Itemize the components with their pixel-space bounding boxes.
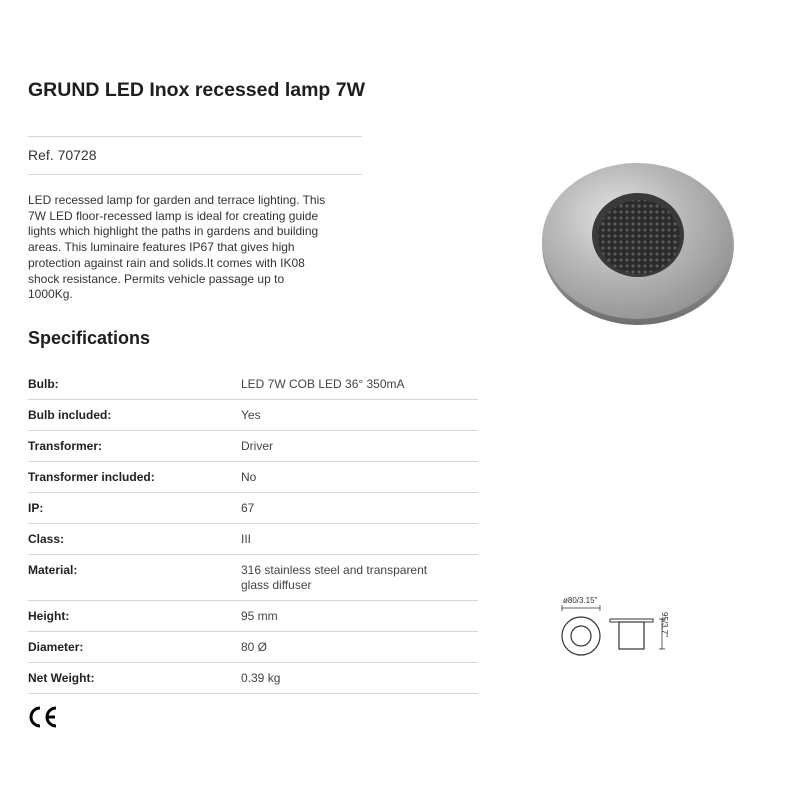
spec-label: Bulb included:	[28, 400, 241, 431]
spec-row-transformer	[28, 431, 478, 462]
specifications-table	[28, 369, 478, 694]
spec-label: Transformer:	[28, 431, 241, 462]
height-dimension-label: 95/3.7"	[660, 612, 669, 638]
product-title: GRUND LED Inox recessed lamp 7W	[28, 79, 366, 101]
spec-value: III	[241, 524, 478, 555]
product-description: LED recessed lamp for garden and terrace lighting. This 7W LED floor-recessed lamp is ideal for creating guide lights which highlight the paths in gardens and building areas. This luminaire features IP67 that gives high protection against rain and solids.It comes with IK08 shock resistance. Permits vehicle passage up to 1000Kg.	[28, 193, 326, 302]
spec-label: Height:	[28, 601, 241, 632]
spec-value: No	[241, 462, 478, 493]
spec-value: 95 mm	[241, 601, 478, 632]
spec-label: Diameter:	[28, 632, 241, 663]
reference-divider	[28, 174, 362, 175]
spec-label: Net Weight:	[28, 663, 241, 694]
spec-value: LED 7W COB LED 36° 350mA	[241, 369, 478, 400]
spec-label: Transformer included:	[28, 462, 241, 493]
specifications-heading: Specifications	[28, 328, 151, 348]
spec-label: IP:	[28, 493, 241, 524]
spec-row-class	[28, 524, 478, 555]
spec-value: Yes	[241, 400, 478, 431]
spec-label: Material:	[28, 555, 241, 601]
ce-mark-icon	[26, 704, 60, 730]
spec-row-height	[28, 601, 478, 632]
diameter-dimension-label: ø80/3.15"	[563, 596, 598, 605]
spec-value: 80 Ø	[241, 632, 478, 663]
spec-row-material	[28, 555, 478, 601]
product-photo	[540, 155, 735, 327]
spec-row-net-weight	[28, 663, 478, 694]
spec-label: Class:	[28, 524, 241, 555]
spec-row-bulb	[28, 369, 478, 400]
spec-row-transformer-included	[28, 462, 478, 493]
spec-value: Driver	[241, 431, 478, 462]
spec-row-bulb-included	[28, 400, 478, 431]
spec-value: 0.39 kg	[241, 663, 478, 694]
spec-label: Bulb:	[28, 369, 241, 400]
spec-value: 67	[241, 493, 478, 524]
spec-row-ip	[28, 493, 478, 524]
spec-row-diameter	[28, 632, 478, 663]
product-reference: Ref. 70728	[28, 147, 97, 163]
title-divider	[28, 136, 362, 137]
spec-value: 316 stainless steel and transparent glass diffuser	[241, 555, 478, 601]
lamp-diffuser-shape	[598, 200, 680, 274]
